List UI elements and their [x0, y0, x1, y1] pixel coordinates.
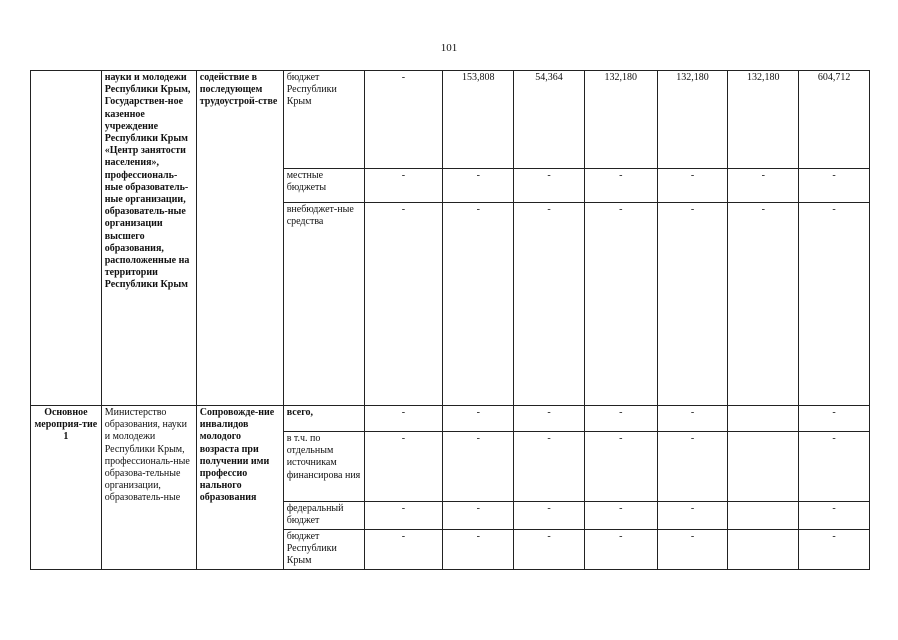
value-cell: -: [514, 203, 585, 406]
value-cell: -: [584, 169, 657, 203]
value-cell: -: [443, 432, 514, 502]
value-cell: -: [514, 530, 585, 570]
funding-source-cell: федеральный бюджет: [283, 502, 364, 530]
value-cell: -: [584, 432, 657, 502]
value-cell: -: [443, 406, 514, 432]
funding-source-cell: бюджет Республики Крым: [283, 530, 364, 570]
value-cell: -: [514, 502, 585, 530]
value-cell: -: [799, 432, 870, 502]
value-cell: -: [364, 406, 443, 432]
funding-source-cell: местные бюджеты: [283, 169, 364, 203]
row-label-cell: [31, 71, 102, 406]
value-cell: -: [364, 432, 443, 502]
value-cell: -: [799, 530, 870, 570]
page-number: 101: [440, 42, 458, 54]
funding-source-cell: всего,: [283, 406, 364, 432]
value-cell: 132,180: [728, 71, 799, 169]
value-cell: -: [514, 432, 585, 502]
value-cell: -: [443, 530, 514, 570]
value-cell: [728, 502, 799, 530]
value-cell: -: [657, 169, 728, 203]
value-cell: -: [728, 169, 799, 203]
value-cell: -: [584, 530, 657, 570]
value-cell: -: [443, 502, 514, 530]
activity-cell: Сопровожде-ние инвалидов молодого возраста при получении ими профессио нального образования: [196, 406, 283, 570]
value-cell: -: [657, 406, 728, 432]
value-cell: -: [799, 502, 870, 530]
value-cell: -: [657, 530, 728, 570]
value-cell: [728, 406, 799, 432]
value-cell: -: [657, 502, 728, 530]
value-cell: -: [443, 203, 514, 406]
value-cell: -: [584, 406, 657, 432]
value-cell: -: [799, 169, 870, 203]
value-cell: 132,180: [657, 71, 728, 169]
activity-cell: содействие в последующем трудоустрой-стве: [196, 71, 283, 406]
executor-cell: науки и молодежи Республики Крым, Государствен-ное казенное учреждение Республики Крым «Центр занятости населения», профессиональ-ные образователь-ные организации, образователь-ные организации высшего образования, расположенные на территории Республики Крым: [101, 71, 196, 406]
executor-cell: Министерство образования, науки и молодежи Республики Крым, профессиональ-ные образова-тельные организации, образователь-ные: [101, 406, 196, 570]
value-cell: 153,808: [443, 71, 514, 169]
funding-source-cell: в т.ч. по отдельным источникам финансирова ния: [283, 432, 364, 502]
value-cell: -: [657, 203, 728, 406]
value-cell: 132,180: [584, 71, 657, 169]
value-cell: -: [584, 502, 657, 530]
main-activity-label: Основное мероприя-тие 1: [31, 406, 102, 570]
value-cell: -: [514, 406, 585, 432]
value-cell: -: [657, 432, 728, 502]
value-cell: -: [799, 406, 870, 432]
funding-table: [30, 70, 870, 570]
value-cell: -: [514, 169, 585, 203]
value-cell: -: [364, 203, 443, 406]
value-cell: -: [364, 169, 443, 203]
value-cell: -: [364, 71, 443, 169]
value-cell: -: [584, 203, 657, 406]
value-cell: [728, 432, 799, 502]
funding-source-cell: внебюджет-ные средства: [283, 203, 364, 406]
value-cell: [728, 530, 799, 570]
value-cell: -: [443, 169, 514, 203]
value-cell: -: [364, 502, 443, 530]
value-cell: 604,712: [799, 71, 870, 169]
value-cell: -: [364, 530, 443, 570]
table-row: [31, 71, 870, 169]
value-cell: 54,364: [514, 71, 585, 169]
value-cell: -: [728, 203, 799, 406]
value-cell: -: [799, 203, 870, 406]
funding-source-cell: бюджет Республики Крым: [283, 71, 364, 169]
table-row: [31, 406, 870, 432]
